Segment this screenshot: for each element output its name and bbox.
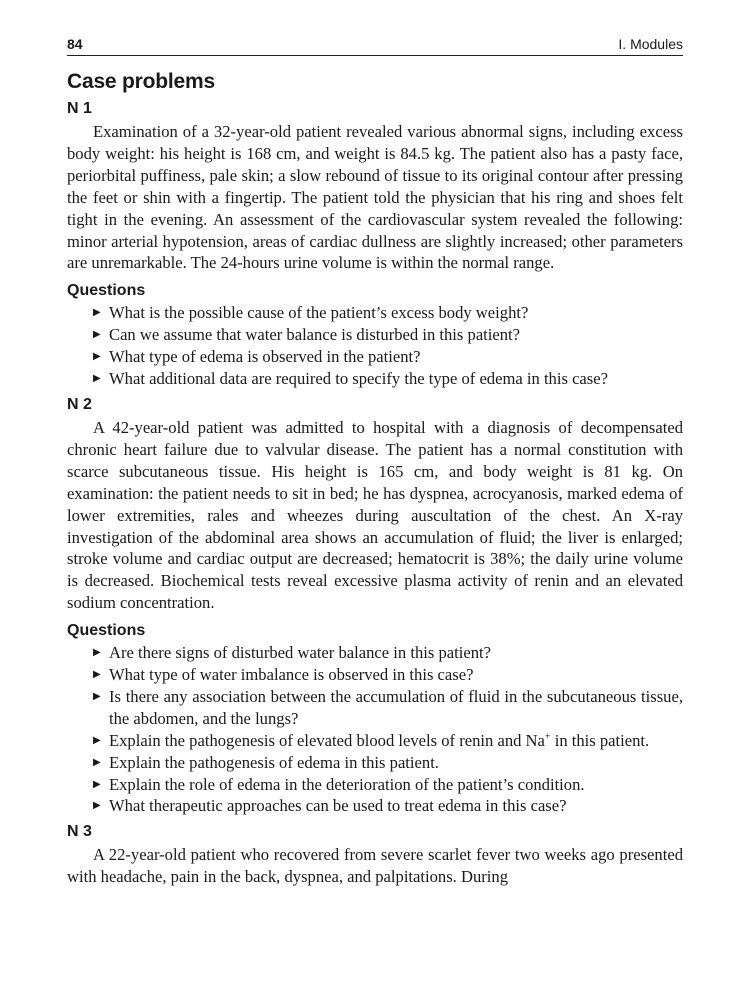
list-item: ▶ What type of edema is observed in the patient? (93, 347, 421, 367)
question-list-2 (67, 642, 683, 817)
page-title: Case problems (67, 70, 215, 93)
triangle-bullet-icon: ▶ (93, 734, 101, 746)
list-item: ▶ Explain the pathogenesis of elevated blood levels of renin and Na+ in this patient. (93, 730, 650, 750)
triangle-bullet-icon: ▶ (93, 373, 101, 385)
running-head (67, 30, 683, 56)
list-item: ▶ Are there signs of disturbed water balance in this patient? (93, 643, 491, 663)
triangle-bullet-icon: ▶ (93, 647, 101, 659)
list-item: ▶ Explain the pathogenesis of edema in this patient. (93, 752, 439, 772)
list-item: ▶ What additional data are required to specify the type of edema in this case? (93, 369, 608, 389)
triangle-bullet-icon: ▶ (93, 690, 101, 702)
na-charge-superscript: + (544, 731, 551, 743)
question-list-1 (67, 302, 683, 390)
case-text-2: A 42-year-old patient was admitted to hospital with a diagnosis of decompensated chronic heart failure due to valvular disease. The patient has a normal constitution with scarce subcutaneous tissue. His height is 165 cm, and body weight is 81 kg. On examination: the patient needs to sit in bed; he has dyspnea, acrocyanosis, marked edema of lower extremities, rales and wheezes during auscultation of the chest. An X-ray investigation of the abdominal area shows an accumulation of fluid; the liver is enlarged; stroke volume and cardiac output are decreased; hematocrit is 38%; the daily urine volume is decreased. Biochemical tests reveal excessive plasma activity of renin and an elevated sodium concentration. (67, 417, 683, 613)
case-text-3: A 22-year-old patient who recovered from severe scarlet fever two weeks ago presented with headache, pain in the back, dyspnea, and palpitations. During (67, 845, 683, 887)
page-number: 84 (67, 36, 83, 52)
list-item: ▶ Can we assume that water balance is disturbed in this patient? (93, 325, 521, 345)
list-item: ▶ What is the possible cause of the patient’s excess body weight? (93, 303, 529, 323)
page (67, 30, 683, 888)
triangle-bullet-icon: ▶ (93, 756, 101, 768)
list-item: ▶ Is there any association between the accumulation of fluid in the subcutaneous tissue, the abdomen, and the lungs? (93, 686, 683, 728)
list-item: ▶ What type of water imbalance is observed in this case? (93, 665, 474, 685)
section-label: I. Modules (618, 36, 683, 52)
triangle-bullet-icon: ▶ (93, 307, 101, 319)
triangle-bullet-icon: ▶ (93, 351, 101, 363)
questions-heading-2: Questions (67, 622, 146, 640)
triangle-bullet-icon: ▶ (93, 800, 101, 812)
triangle-bullet-icon: ▶ (93, 329, 101, 341)
list-item: ▶ What therapeutic approaches can be used to treat edema in this case? (93, 796, 567, 816)
case-text-1: Examination of a 32-year-old patient revealed various abnormal signs, including excess body weight: his height is 168 cm, and weight is 84.5 kg. The patient also has a pasty face, periorbital puffiness, pale skin; a slow rebound of tissue to its original contour after pressing the feet or shin with a fingertip. The patient told the physician that his ring and shoes felt tight in the evening. An assessment of the cardiovascular system revealed the following: minor arterial hypotension, areas of cardiac dullness are slightly increased; other parameters are unremarkable. The 24-hours urine volume is within the normal range. (67, 122, 683, 273)
triangle-bullet-icon: ▶ (93, 669, 101, 681)
list-item: ▶ Explain the role of edema in the deterioration of the patient’s condition. (93, 774, 585, 794)
case-heading-3: N 3 (67, 823, 92, 841)
case-heading-1: N 1 (67, 100, 92, 117)
triangle-bullet-icon: ▶ (93, 778, 101, 790)
questions-heading-1: Questions (67, 282, 146, 300)
case-heading-2: N 2 (67, 395, 92, 413)
